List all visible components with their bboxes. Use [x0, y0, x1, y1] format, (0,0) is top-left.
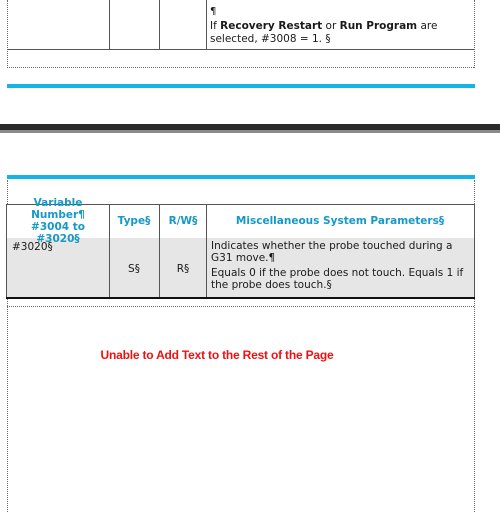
note-prefix: If [210, 20, 221, 32]
table-column-divider [206, 0, 207, 50]
table-column-divider [159, 0, 160, 50]
note-mid: or [322, 20, 340, 32]
table-column-divider [474, 204, 475, 297]
header-type: Type§ [117, 214, 151, 227]
margin-guide-top-bottom [7, 67, 474, 68]
table-column-divider [109, 0, 110, 50]
cell-variable[interactable]: #3020§ [12, 241, 53, 253]
table-bottom-border [7, 49, 474, 50]
cell-rw[interactable]: R§ [176, 263, 190, 275]
recovery-note[interactable] [210, 20, 466, 46]
right-margin-guide-top [474, 0, 475, 68]
note-recovery-restart: Recovery Restart [220, 20, 323, 32]
header-rw: R/W§ [168, 214, 198, 227]
note-run-program: Run Program [339, 20, 418, 32]
note-suffix: are selected, #3008 = 1. § [210, 20, 438, 45]
cell-description-1[interactable]: Indicates whether the probe touched during a G31 move.¶ [211, 240, 453, 264]
paragraph-mark: ¶ [210, 6, 217, 17]
table-column-divider [6, 204, 7, 297]
header-variable-number: Variable Number¶ #3004 to [31, 196, 85, 233]
cell-description-2[interactable]: Equals 0 if the probe does not touch. Equals 1 if the probe does touch.§ [211, 267, 464, 291]
footer-rule [7, 84, 475, 88]
system-parameters-table [6, 196, 475, 297]
cell-type[interactable]: S§ [128, 263, 140, 275]
unable-to-add-text-notice: Unable to Add Text to the Rest of the Page [100, 348, 334, 362]
header-description: Miscellaneous System Parameters§ [235, 214, 445, 227]
page-break [0, 124, 500, 133]
header-rule [7, 175, 475, 179]
margin-guide-below-table [7, 306, 474, 307]
